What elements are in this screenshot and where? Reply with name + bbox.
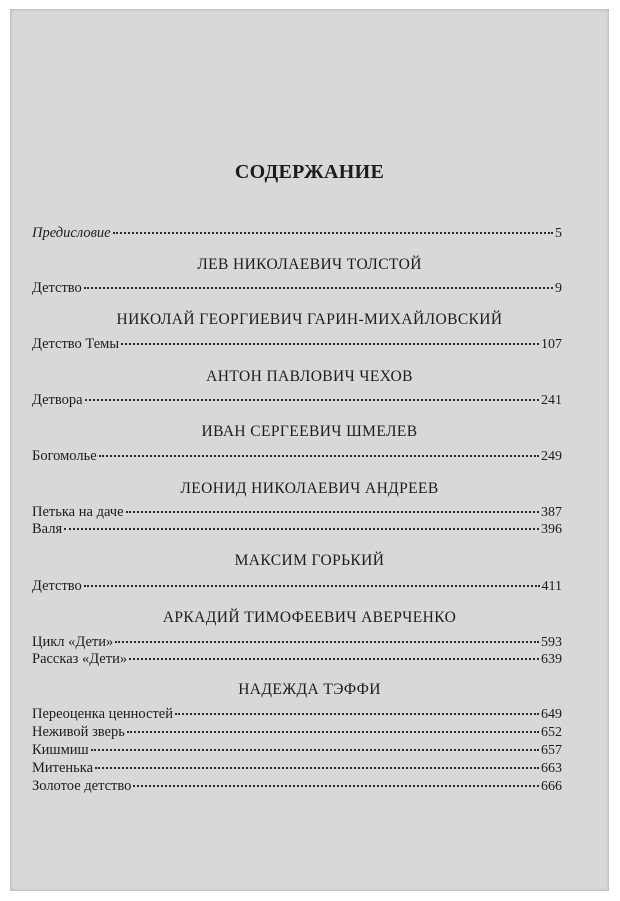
page-title: СОДЕРЖАНИЕ [234, 161, 385, 183]
toc-entry [32, 448, 562, 465]
entry-title: Петька на даче [32, 504, 124, 520]
toc-entry [32, 651, 562, 668]
entry-page: 9 [555, 281, 562, 296]
leader-dots [91, 749, 539, 751]
leader-dots [121, 343, 539, 345]
entry-title: Цикл «Дети» [32, 634, 114, 650]
entry-title: Детство [32, 578, 82, 594]
leader-dots [84, 287, 553, 289]
toc-entry [32, 778, 562, 795]
entry-title: Митенька [32, 760, 94, 776]
toc-entry [32, 504, 562, 521]
entry-page: 657 [541, 743, 562, 758]
toc-entry [32, 634, 562, 651]
book-page [10, 9, 609, 891]
entry-page: 411 [541, 579, 562, 594]
toc-entry-preface [32, 225, 562, 242]
leader-dots [64, 528, 539, 530]
entry-title: Кишмиш [32, 742, 89, 758]
toc-entry [32, 760, 562, 777]
author-heading: АНТОН ПАВЛОВИЧ ЧЕХОВ [206, 368, 413, 385]
entry-title: Детвора [32, 392, 83, 408]
toc-entry [32, 336, 562, 353]
entry-page: 387 [541, 505, 562, 520]
toc-entry [32, 521, 562, 538]
author-heading: НАДЕЖДА ТЭФФИ [238, 681, 381, 698]
leader-dots [85, 399, 539, 401]
toc-entry [32, 578, 562, 595]
leader-dots [129, 658, 539, 660]
toc-entry [32, 706, 562, 723]
entry-page: 663 [541, 761, 562, 776]
author-heading: АРКАДИЙ ТИМОФЕЕВИЧ АВЕРЧЕНКО [162, 609, 457, 626]
entry-page: 593 [541, 635, 562, 650]
toc-entry [32, 280, 562, 297]
author-heading: ИВАН СЕРГЕЕВИЧ ШМЕЛЕВ [201, 423, 418, 440]
leader-dots [95, 767, 539, 769]
entry-page: 652 [541, 725, 562, 740]
leader-dots [175, 713, 539, 715]
leader-dots [126, 511, 539, 513]
entry-page: 241 [541, 393, 562, 408]
entry-title: Богомолье [32, 448, 97, 464]
entry-page: 5 [555, 226, 562, 241]
toc-entry [32, 392, 562, 409]
entry-page: 666 [541, 779, 562, 794]
entry-page: 107 [541, 337, 562, 352]
leader-dots [84, 585, 540, 587]
entry-page: 249 [541, 449, 562, 464]
entry-page: 396 [541, 522, 562, 537]
author-heading: ЛЕВ НИКОЛАЕВИЧ ТОЛСТОЙ [197, 256, 422, 273]
entry-title: Неживой зверь [32, 724, 125, 740]
leader-dots [127, 731, 539, 733]
entry-title: Предисловие [32, 225, 111, 241]
entry-title: Детство [32, 280, 82, 296]
entry-title: Детство Темы [32, 336, 120, 352]
table-of-contents [10, 9, 609, 891]
entry-title: Рассказ «Дети» [32, 651, 128, 667]
leader-dots [133, 785, 539, 787]
entry-title: Валя [32, 521, 63, 537]
author-heading: НИКОЛАЙ ГЕОРГИЕВИЧ ГАРИН-МИХАЙЛОВСКИЙ [116, 311, 503, 328]
leader-dots [113, 232, 553, 234]
toc-entry [32, 724, 562, 741]
entry-page: 639 [541, 652, 562, 667]
entry-title: Переоценка ценностей [32, 706, 173, 722]
entry-title: Золотое детство [32, 778, 132, 794]
leader-dots [115, 641, 539, 643]
leader-dots [99, 455, 539, 457]
author-heading: ЛЕОНИД НИКОЛАЕВИЧ АНДРЕЕВ [180, 480, 439, 497]
entry-page: 649 [541, 707, 562, 722]
toc-entry [32, 742, 562, 759]
author-heading: МАКСИМ ГОРЬКИЙ [234, 552, 385, 569]
